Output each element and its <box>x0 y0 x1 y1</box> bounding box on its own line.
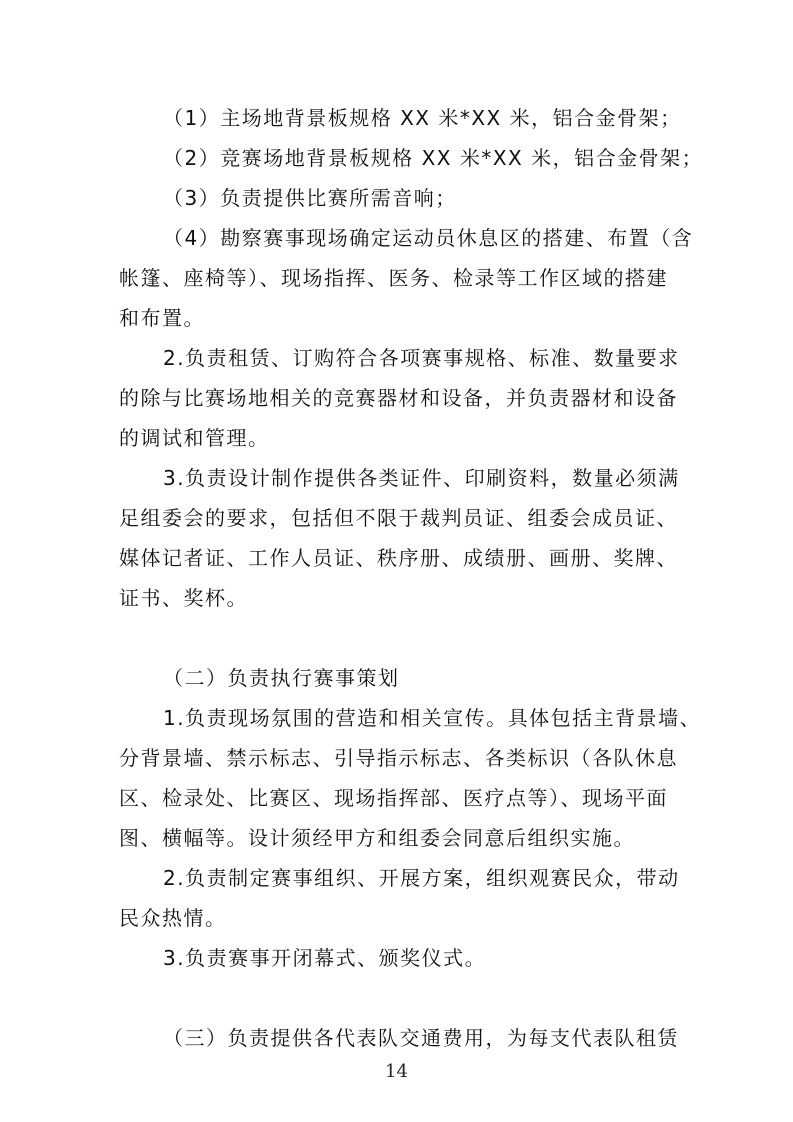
item-printing-line-1: 3.负责设计制作提供各类证件、印刷资料，数量必须满 <box>163 466 680 490</box>
item-printing-line-3: 媒体记者证、工作人员证、秩序册、成绩册、画册、奖牌、 <box>119 546 678 570</box>
section-heading-3: （三）负责提供各代表队交通费用，为每支代表队租赁 <box>163 1026 679 1050</box>
page-number: 14 <box>385 1061 408 1082</box>
item-atmosphere-line-4: 图、横幅等。设计须经甲方和组委会同意后组织实施。 <box>119 826 635 850</box>
item-ceremony: 3.负责赛事开闭幕式、颁奖仪式。 <box>163 946 487 970</box>
item-competition-backdrop: （2）竞赛场地背景板规格 XX 米*XX 米，铝合金骨架； <box>163 146 704 170</box>
item-atmosphere-line-2: 分背景墙、禁示标志、引导指示标志、各类标识（各队休息 <box>119 746 678 770</box>
item-site-survey-line-1: （4）勘察赛事现场确定运动员休息区的搭建、布置（含 <box>163 226 694 250</box>
item-printing-line-2: 足组委会的要求，包括但不限于裁判员证、组委会成员证、 <box>119 506 678 530</box>
item-equipment-line-1: 2.负责租赁、订购符合各项赛事规格、标准、数量要求 <box>163 346 680 370</box>
item-equipment-line-2: 的除与比赛场地相关的竞赛器材和设备，并负责器材和设备 <box>119 386 678 410</box>
item-audio: （3）负责提供比赛所需音响； <box>163 186 457 210</box>
item-main-backdrop: （1）主场地背景板规格 XX 米*XX 米，铝合金骨架； <box>163 106 682 130</box>
item-printing-line-4: 证书、奖杯。 <box>119 586 248 610</box>
item-plan-line-2: 民众热情。 <box>119 906 227 930</box>
item-plan-line-1: 2.负责制定赛事组织、开展方案，组织观赛民众，带动 <box>163 866 680 890</box>
item-atmosphere-line-3: 区、检录处、比赛区、现场指挥部、医疗点等）、现场平面 <box>119 786 668 810</box>
item-atmosphere-line-1: 1.负责现场氛围的营造和相关宣传。具体包括主背景墙、 <box>163 706 702 730</box>
section-heading-2: （二）负责执行赛事策划 <box>163 666 400 690</box>
item-equipment-line-3: 的调试和管理。 <box>119 426 270 450</box>
item-site-survey-line-2: 帐篷、座椅等）、现场指挥、医务、检录等工作区域的搭建 <box>119 266 668 290</box>
item-site-survey-line-3: 和布置。 <box>119 306 205 330</box>
